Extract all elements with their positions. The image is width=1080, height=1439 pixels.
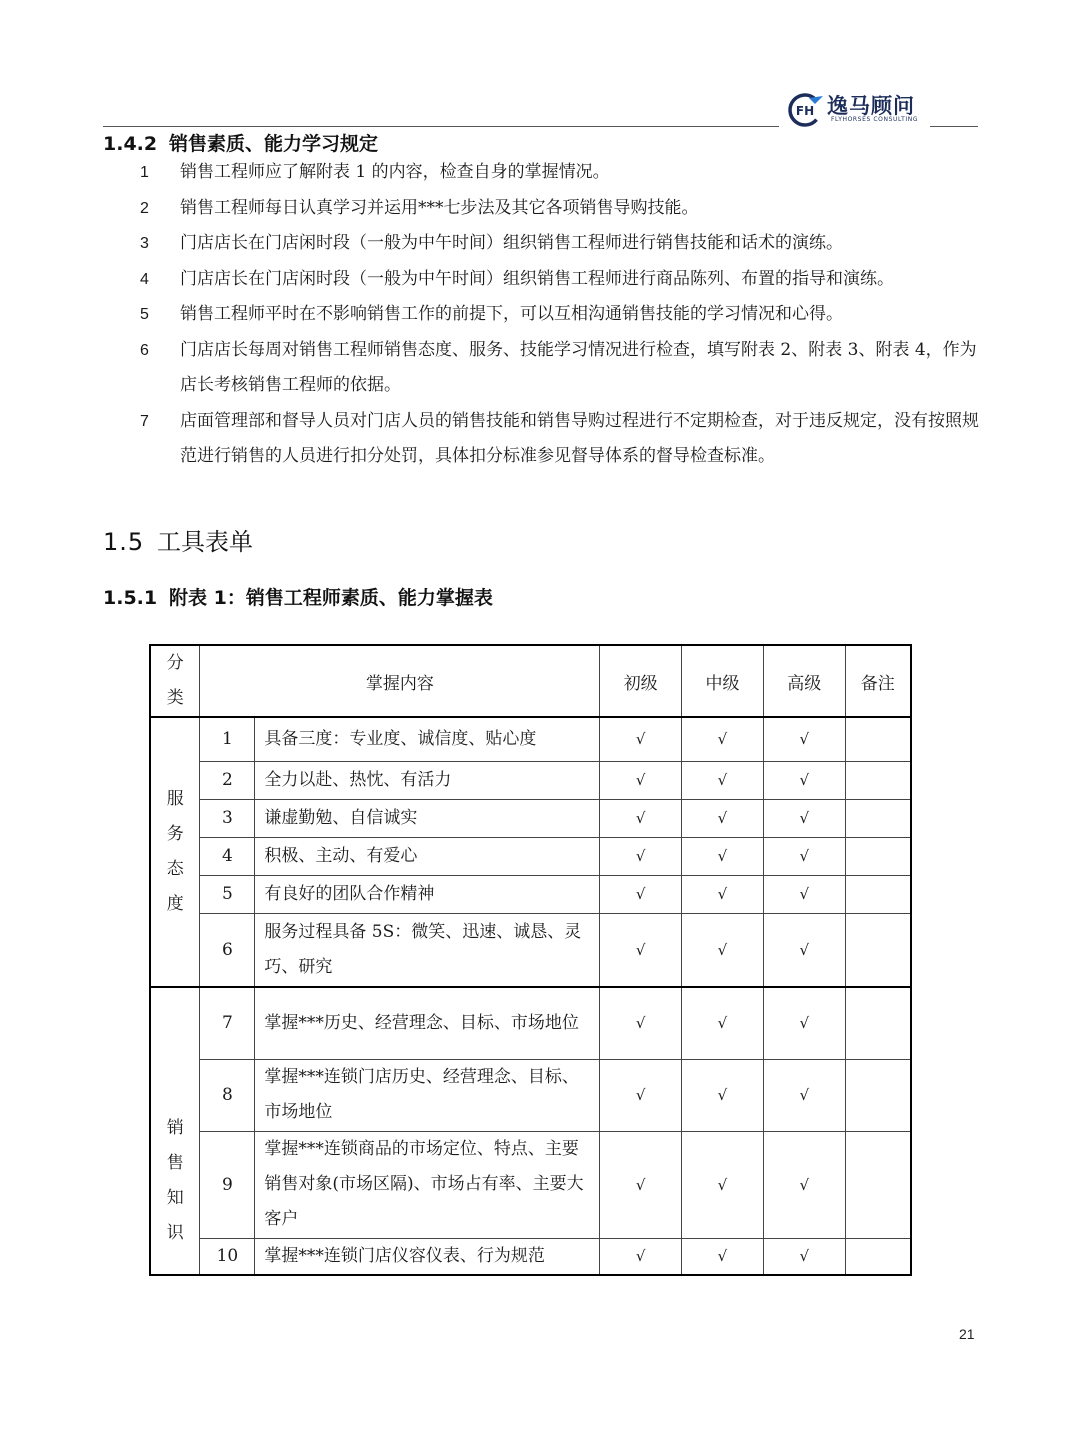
item-text: 店面管理部和督导人员对门店人员的销售技能和销售导购过程进行不定期检查，对于违反规定，没有按照规范进行销售的人员进行扣分处罚，具体扣分标准参见督导体系的督导检查标准。: [180, 410, 979, 466]
check-middle: √: [682, 837, 764, 875]
list-item: [140, 262, 980, 298]
check-senior: √: [763, 761, 845, 799]
item-number: 6: [140, 341, 149, 359]
header-category: 分 类: [150, 645, 200, 717]
item-text: 门店店长在门店闲时段（一般为中午时间）组织销售工程师进行销售技能和话术的演练。: [180, 233, 843, 253]
item-text: 门店店长在门店闲时段（一般为中午时间）组织销售工程师进行商品陈列、布置的指导和演练。: [180, 268, 894, 289]
item-number: 7: [140, 412, 149, 430]
logo-text-cn: 逸马顾问: [827, 94, 915, 118]
row-number: 10: [200, 1238, 255, 1275]
row-remark: [845, 799, 911, 837]
section-title: 销售素质、能力学习规定: [169, 133, 379, 155]
check-junior: √: [600, 717, 682, 761]
table-row: [150, 1131, 911, 1238]
list-item: [140, 226, 980, 262]
list-item: [140, 191, 980, 227]
row-number: 6: [200, 913, 255, 987]
check-middle: √: [682, 875, 764, 913]
logo-mark-icon: [787, 92, 823, 128]
table-row: [150, 717, 911, 761]
item-number: 4: [140, 270, 149, 288]
row-content: 掌握***连锁门店历史、经营理念、目标、市场地位: [255, 1059, 600, 1131]
check-senior: √: [763, 1131, 845, 1238]
row-number: 7: [200, 987, 255, 1059]
check-middle: √: [682, 913, 764, 987]
check-senior: √: [763, 717, 845, 761]
header-middle: 中级: [682, 645, 764, 717]
row-remark: [845, 717, 911, 761]
table-row: [150, 799, 911, 837]
header-senior: 高级: [763, 645, 845, 717]
check-junior: √: [600, 761, 682, 799]
row-number: 4: [200, 837, 255, 875]
check-junior: √: [600, 913, 682, 987]
row-remark: [845, 1131, 911, 1238]
check-middle: √: [682, 717, 764, 761]
row-content: 全力以赴、热忱、有活力: [255, 761, 600, 799]
skills-table: [149, 644, 912, 1276]
item-number: 1: [140, 164, 149, 181]
header-rule-left: [103, 126, 779, 127]
table-row: [150, 837, 911, 875]
list-item: [140, 297, 980, 333]
row-number: 3: [200, 799, 255, 837]
check-middle: √: [682, 1059, 764, 1131]
row-remark: [845, 1238, 911, 1275]
section-heading-1-4-2: [103, 129, 378, 156]
check-senior: √: [763, 987, 845, 1059]
section-title: 工具表单: [157, 528, 253, 556]
page-number: 21: [959, 1326, 975, 1342]
row-content: 谦虚勤勉、自信诚实: [255, 799, 600, 837]
row-content: 积极、主动、有爱心: [255, 837, 600, 875]
list-item: [140, 155, 980, 191]
row-remark: [845, 1059, 911, 1131]
check-senior: √: [763, 1059, 845, 1131]
row-number: 5: [200, 875, 255, 913]
check-senior: √: [763, 1238, 845, 1275]
header-content: 掌握内容: [200, 645, 600, 717]
row-number: 8: [200, 1059, 255, 1131]
row-number: 2: [200, 761, 255, 799]
check-junior: √: [600, 1059, 682, 1131]
table-row: [150, 1059, 911, 1131]
section-number: 1.5: [103, 528, 145, 556]
table-row: [150, 1238, 911, 1275]
item-number: 2: [140, 199, 149, 217]
row-content: 具备三度：专业度、诚信度、贴心度: [255, 717, 600, 761]
check-middle: √: [682, 1238, 764, 1275]
check-junior: √: [600, 837, 682, 875]
item-text: 销售工程师平时在不影响销售工作的前提下，可以互相沟通销售技能的学习情况和心得。: [180, 304, 843, 324]
check-senior: √: [763, 875, 845, 913]
category-cell: 销 售 知 识: [150, 987, 200, 1275]
check-junior: √: [600, 875, 682, 913]
row-content: 掌握***历史、经营理念、目标、市场地位: [255, 987, 600, 1059]
section-number: 1.4.2: [103, 133, 158, 155]
item-text: 销售工程师应了解附表 1 的内容，检查自身的掌握情况。: [180, 162, 610, 182]
row-remark: [845, 913, 911, 987]
row-number: 9: [200, 1131, 255, 1238]
section-number: 1.5.1: [103, 587, 158, 609]
row-content: 服务过程具备 5S：微笑、迅速、诚恳、灵巧、研究: [255, 913, 600, 987]
check-middle: √: [682, 987, 764, 1059]
header-junior: 初级: [600, 645, 682, 717]
section-heading-1-5-1: [103, 583, 493, 610]
list-item: [140, 333, 980, 404]
check-senior: √: [763, 837, 845, 875]
row-content: 有良好的团队合作精神: [255, 875, 600, 913]
item-number: 3: [140, 235, 149, 252]
category-cell: 服 务 态 度: [150, 717, 200, 987]
section-title: 附表 1：销售工程师素质、能力掌握表: [169, 587, 493, 609]
check-middle: √: [682, 799, 764, 837]
item-number: 5: [140, 306, 149, 323]
check-junior: √: [600, 987, 682, 1059]
table-header-row: [150, 645, 911, 717]
svg-text:FH: FH: [795, 104, 815, 118]
row-remark: [845, 761, 911, 799]
check-junior: √: [600, 1131, 682, 1238]
check-senior: √: [763, 799, 845, 837]
logo-text-en: FLYHORSES CONSULTING: [831, 116, 919, 123]
company-logo: [787, 88, 932, 130]
row-remark: [845, 837, 911, 875]
rule-list: [140, 155, 980, 475]
row-remark: [845, 987, 911, 1059]
check-senior: √: [763, 913, 845, 987]
item-text: 销售工程师每日认真学习并运用***七步法及其它各项销售导购技能。: [180, 197, 699, 218]
row-remark: [845, 875, 911, 913]
check-junior: √: [600, 1238, 682, 1275]
row-number: 1: [200, 717, 255, 761]
table-row: [150, 875, 911, 913]
table-row: [150, 987, 911, 1059]
check-middle: √: [682, 761, 764, 799]
row-content: 掌握***连锁商品的市场定位、特点、主要销售对象(市场区隔)、市场占有率、主要大客户: [255, 1131, 600, 1238]
table-row: [150, 761, 911, 799]
table-row: [150, 913, 911, 987]
header-remark: 备注: [845, 645, 911, 717]
check-junior: √: [600, 799, 682, 837]
list-item: [140, 404, 980, 475]
header-rule-right: [930, 126, 978, 127]
section-heading-1-5: [103, 522, 253, 557]
item-text: 门店店长每周对销售工程师销售态度、服务、技能学习情况进行检查，填写附表 2、附表 3、附表 4，作为店长考核销售工程师的依据。: [180, 339, 977, 395]
row-content: 掌握***连锁门店仪容仪表、行为规范: [255, 1238, 600, 1275]
check-middle: √: [682, 1131, 764, 1238]
